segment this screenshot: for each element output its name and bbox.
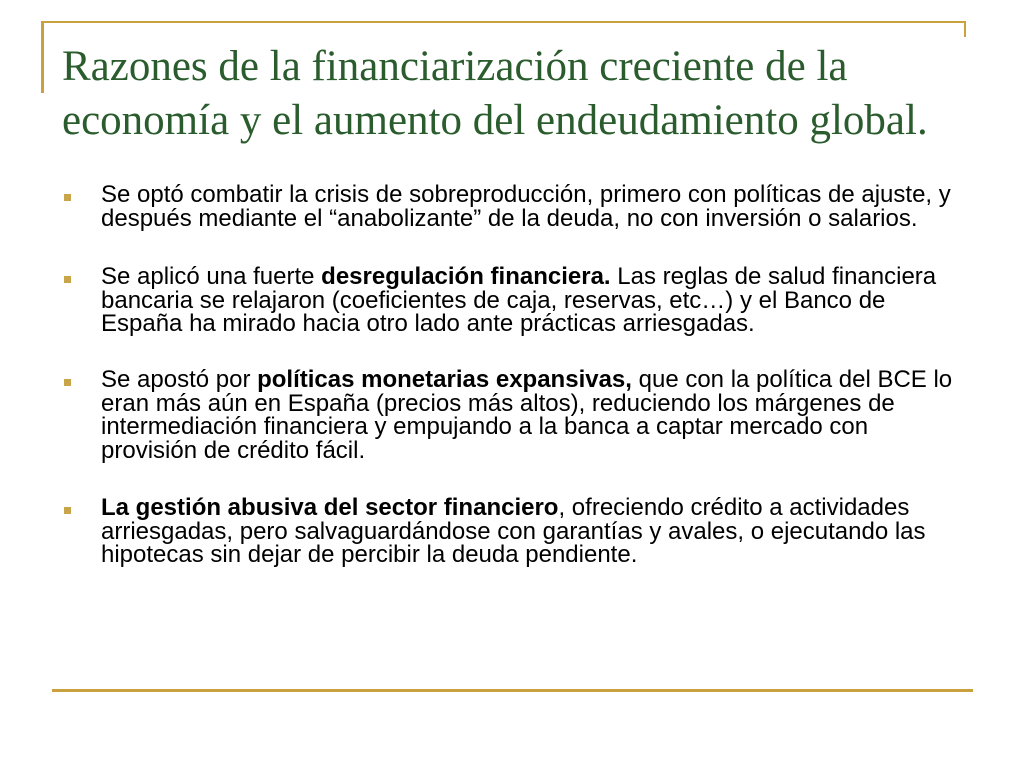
slide-title: Razones de la financiarización creciente de la economía y el aumento del endeudamiento global. — [62, 43, 928, 144]
square-bullet-icon — [64, 276, 71, 283]
bullet-text — [101, 265, 964, 336]
bullet-text-segment: que con la política del BCE lo eran más aún en España (precios más altos), reduciendo los márgenes de intermediación financiera y empujando a la banca a captar mercado con provisión de crédito fácil. — [101, 366, 953, 464]
bullet-text-segment: Se apostó por — [101, 366, 258, 393]
square-bullet-icon — [64, 379, 71, 386]
bullet-text-segment: Las reglas de salud financiera bancaria se relajaron (coeficientes de caja, reservas, etc…) y el Banco de España ha mirado hacia otro lado ante prácticas arriesgadas. — [101, 263, 937, 338]
footer-line — [52, 689, 973, 692]
bullet-text-emphasis: La gestión abusiva del sector financiero — [101, 494, 559, 521]
bullet-text-emphasis: desregulación financiera. — [321, 263, 611, 290]
bullet-text-segment: , ofreciendo crédito a actividades arriesgadas, pero salvaguardándose con garantías y avales, o ejecutando las hipotecas sin dejar de percibir la deuda pendiente. — [101, 494, 926, 569]
bullet-item — [64, 265, 964, 336]
bullet-text-segment: Se aplicó una fuerte — [101, 263, 322, 290]
bullet-item — [64, 496, 964, 567]
frame-left-line — [41, 21, 44, 93]
bullet-text — [101, 496, 964, 567]
square-bullet-icon — [64, 194, 71, 201]
bullet-item — [64, 183, 964, 230]
bullet-text-emphasis: políticas monetarias expansivas, — [257, 366, 632, 393]
bullet-text — [101, 368, 964, 462]
square-bullet-icon — [64, 507, 71, 514]
frame-top-line — [42, 21, 966, 23]
bullet-item — [64, 368, 964, 462]
bullet-text — [101, 183, 964, 230]
bullet-text-segment: Se optó combatir la crisis de sobreproducción, primero con políticas de ajuste, y después mediante el “anabolizante” de la deuda, no con inversión o salarios. — [101, 181, 951, 232]
frame-right-tick — [964, 21, 966, 37]
